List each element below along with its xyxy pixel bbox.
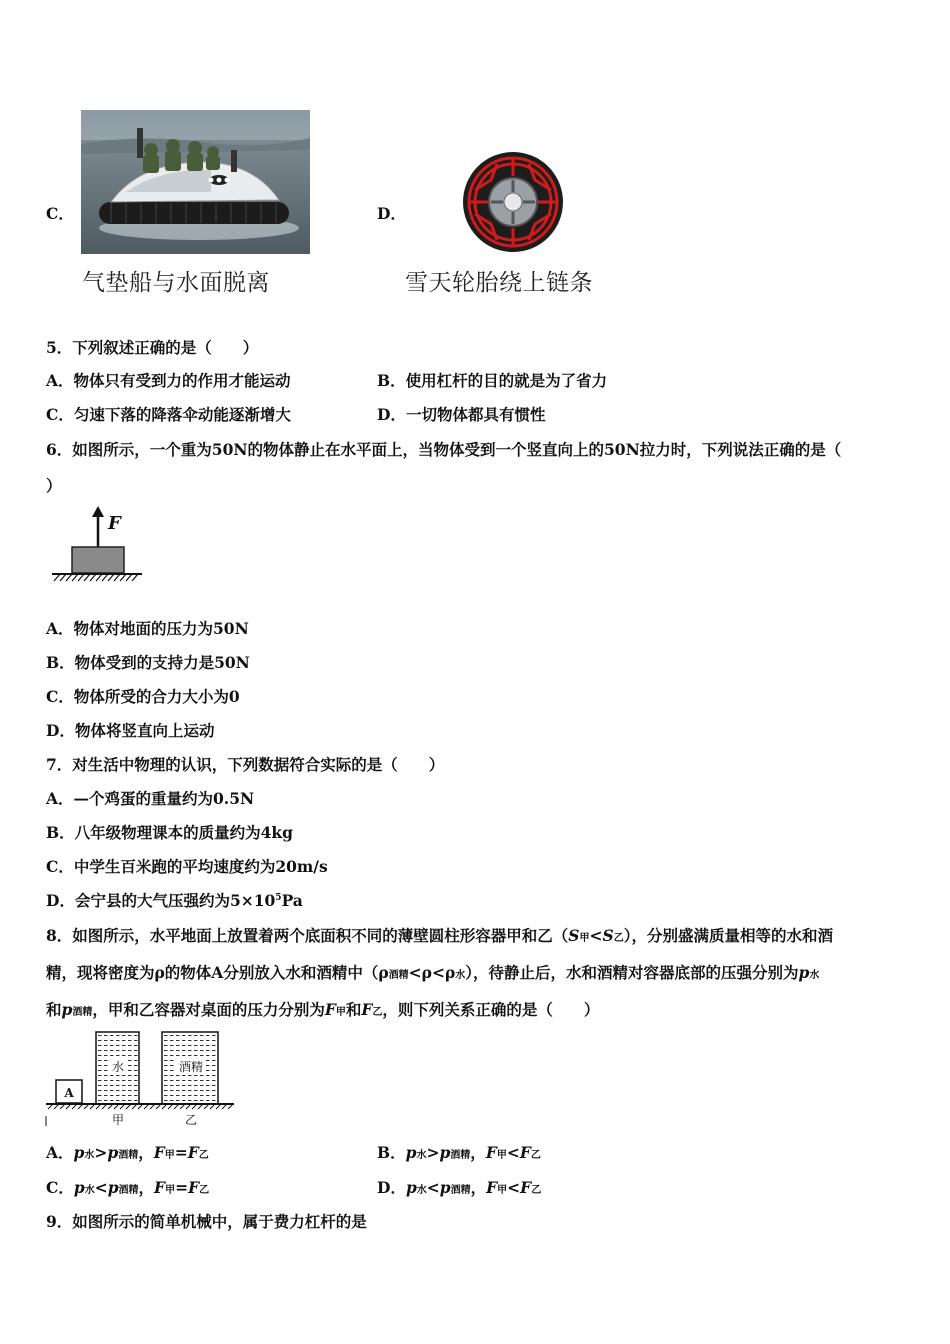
q8-c-s2: 酒精 (118, 1185, 139, 1196)
q8-a-rel1: > (94, 1143, 108, 1162)
q7-d-unit: Pa (281, 891, 303, 910)
q8-c-p1: p (73, 1178, 85, 1197)
q8-lt: < (589, 926, 603, 945)
q7-d-exponent: 5 (275, 892, 282, 903)
q8-option-d[interactable] (377, 1176, 541, 1198)
q8-stem-line3 (46, 998, 599, 1020)
q8-b-s3: 甲 (496, 1150, 507, 1161)
q8-sub-jia-2: 甲 (335, 1007, 346, 1018)
q8-he: 和 (46, 1000, 62, 1019)
q8-c-p2: p (107, 1178, 119, 1197)
alcohol-label: 酒精 (178, 1060, 204, 1074)
q8-f-jia: F (324, 1000, 336, 1019)
hovercraft-image (81, 110, 310, 254)
q4-caption-c: 气垫船与水面脱离 (82, 270, 270, 296)
q8-line2-text: 精，现将密度为ρ的物体A分别放入水和酒精中（ρ (46, 963, 389, 982)
q8-sub-jia: 甲 (579, 933, 590, 944)
q8-b-p1: p (405, 1143, 417, 1162)
q8-sub-shui: 水 (455, 970, 466, 981)
q8-line1-text: 8．如图所示，水平地面上放置着两个底面积不同的薄壁圆柱形容器甲和乙（ (46, 926, 569, 945)
block-a-label: A (64, 1086, 74, 1100)
q8-he-2: 和 (345, 1000, 362, 1019)
water-label: 水 (111, 1060, 125, 1074)
q8-container-diagram (44, 1028, 240, 1130)
q8-a-comma: ， (138, 1143, 154, 1162)
q8-c-rel2: = (175, 1178, 189, 1197)
q4-option-c-label[interactable]: C． (46, 204, 74, 223)
q8-d-rel1: < (426, 1178, 440, 1197)
q5-option-b[interactable]: B．使用杠杆的目的就是为了省力 (377, 371, 608, 390)
q8-a-rel2: = (174, 1143, 188, 1162)
q7-option-b[interactable]: B．八年级物理课本的质量约为4kg (46, 823, 293, 842)
q8-a-f2: F (187, 1143, 199, 1162)
q7-option-c[interactable]: C．中学生百米跑的平均速度约为20m/s (46, 857, 328, 876)
q8-d-label: D． (377, 1178, 406, 1197)
q8-c-s4: 乙 (199, 1185, 210, 1196)
q8-b-label: B． (377, 1143, 406, 1162)
q8-a-f1: F (153, 1143, 165, 1162)
q5-stem: 5．下列叙述正确的是（ ） (46, 338, 259, 357)
q6-option-d[interactable]: D．物体将竖直向上运动 (46, 721, 215, 740)
q8-sub-jiujing-2: 酒精 (72, 1007, 93, 1018)
q7-d-text: D．会宁县的大气压强约为5×10 (46, 891, 276, 910)
q8-f-yi: F (361, 1000, 373, 1019)
q8-a-s3: 甲 (164, 1150, 175, 1161)
q8-b-s2: 酒精 (450, 1150, 471, 1161)
q8-stem-line1 (46, 924, 833, 946)
q8-d-comma: ， (470, 1178, 487, 1197)
q6-option-c[interactable]: C．物体所受的合力大小为0 (46, 687, 240, 706)
q8-line2-end: ），待静止后，水和酒精对容器底部的压强分别为 (465, 963, 799, 982)
q8-c-s1: 水 (84, 1185, 95, 1196)
q8-c-s3: 甲 (165, 1185, 176, 1196)
q8-d-f2: F (520, 1178, 532, 1197)
block (72, 547, 124, 573)
q8-b-s1: 水 (416, 1150, 427, 1161)
q8-a-s4: 乙 (198, 1150, 209, 1161)
q8-b-rel1: > (426, 1143, 440, 1162)
q8-d-p1: p (405, 1178, 417, 1197)
q8-b-rel2: < (506, 1143, 520, 1162)
container-jia-label: 甲 (111, 1113, 125, 1127)
q8-line2-mid: <ρ<ρ (408, 963, 456, 982)
q8-option-c[interactable] (46, 1176, 209, 1198)
q8-c-f1: F (154, 1178, 166, 1197)
q5-option-d[interactable]: D．一切物体都具有惯性 (377, 405, 546, 424)
container-yi-label: 乙 (184, 1113, 198, 1127)
q8-c-label: C． (46, 1178, 74, 1197)
q8-line1-end: ），分别盛满质量相等的水和酒 (623, 926, 833, 945)
q8-a-p2: p (107, 1143, 119, 1162)
q5-option-c[interactable]: C．匀速下落的降落伞动能逐渐增大 (46, 405, 291, 424)
force-label: F (108, 513, 121, 534)
q8-line3-mid: ，甲和乙容器对桌面的压力分别为 (92, 1000, 325, 1019)
q8-b-f2: F (519, 1143, 531, 1162)
q8-option-a[interactable] (46, 1141, 209, 1163)
q8-sub-jiujing: 酒精 (388, 970, 409, 981)
q6-force-diagram (48, 505, 148, 587)
q8-d-s4: 乙 (531, 1185, 542, 1196)
q8-c-rel1: < (94, 1178, 108, 1197)
q8-b-comma: ， (470, 1143, 486, 1162)
q8-option-b[interactable] (377, 1141, 541, 1163)
q4-caption-d: 雪天轮胎绕上链条 (405, 270, 593, 296)
q8-s-yi: S (602, 926, 614, 945)
q8-d-f1: F (486, 1178, 498, 1197)
q7-option-a[interactable]: A．—个鸡蛋的重量约为0.5N (46, 789, 255, 808)
q8-c-f2: F (188, 1178, 200, 1197)
q8-line3-end: ，则下列关系正确的是（ ） (382, 1000, 600, 1019)
q8-d-s3: 甲 (497, 1185, 508, 1196)
q9-stem: 9．如图所示的简单机械中，属于费力杠杆的是 (46, 1212, 367, 1231)
q5-option-a[interactable]: A．物体只有受到力的作用才能运动 (46, 371, 291, 390)
q8-p-jiujing: p (61, 1000, 73, 1019)
q8-b-s4: 乙 (530, 1150, 541, 1161)
q8-d-s2: 酒精 (450, 1185, 471, 1196)
q8-stem-line2 (46, 961, 819, 983)
q8-sub-yi-2: 乙 (372, 1007, 383, 1018)
q7-stem: 7．对生活中物理的认识，下列数据符合实际的是（ ） (46, 755, 445, 774)
q8-a-s2: 酒精 (118, 1150, 139, 1161)
q8-p-shui: p (798, 963, 810, 982)
q8-s-jia: S (568, 926, 580, 945)
q6-option-b[interactable]: B．物体受到的支持力是50N (46, 653, 250, 672)
q8-sub-shui-2: 水 (809, 970, 820, 981)
tire-chain-image (461, 150, 565, 254)
q8-sub-yi: 乙 (613, 933, 624, 944)
q8-d-s1: 水 (416, 1185, 427, 1196)
q8-b-f1: F (485, 1143, 497, 1162)
q8-a-label: A． (46, 1143, 74, 1162)
q6-stem-line2: ） (46, 476, 62, 495)
q6-option-a[interactable]: A．物体对地面的压力为50N (46, 619, 249, 638)
q6-stem-line1: 6．如图所示，一个重为50N的物体静止在水平面上，当物体受到一个竖直向上的50N拉力时，下列说法正确的是（ (46, 440, 842, 459)
q8-d-p2: p (439, 1178, 451, 1197)
q8-d-rel2: < (507, 1178, 521, 1197)
q4-option-d-label[interactable]: D． (377, 204, 406, 223)
q8-b-p2: p (439, 1143, 451, 1162)
q8-c-comma: ， (138, 1178, 155, 1197)
q7-option-d[interactable] (46, 889, 303, 911)
q8-a-p1: p (73, 1143, 85, 1162)
q8-a-s1: 水 (84, 1150, 95, 1161)
